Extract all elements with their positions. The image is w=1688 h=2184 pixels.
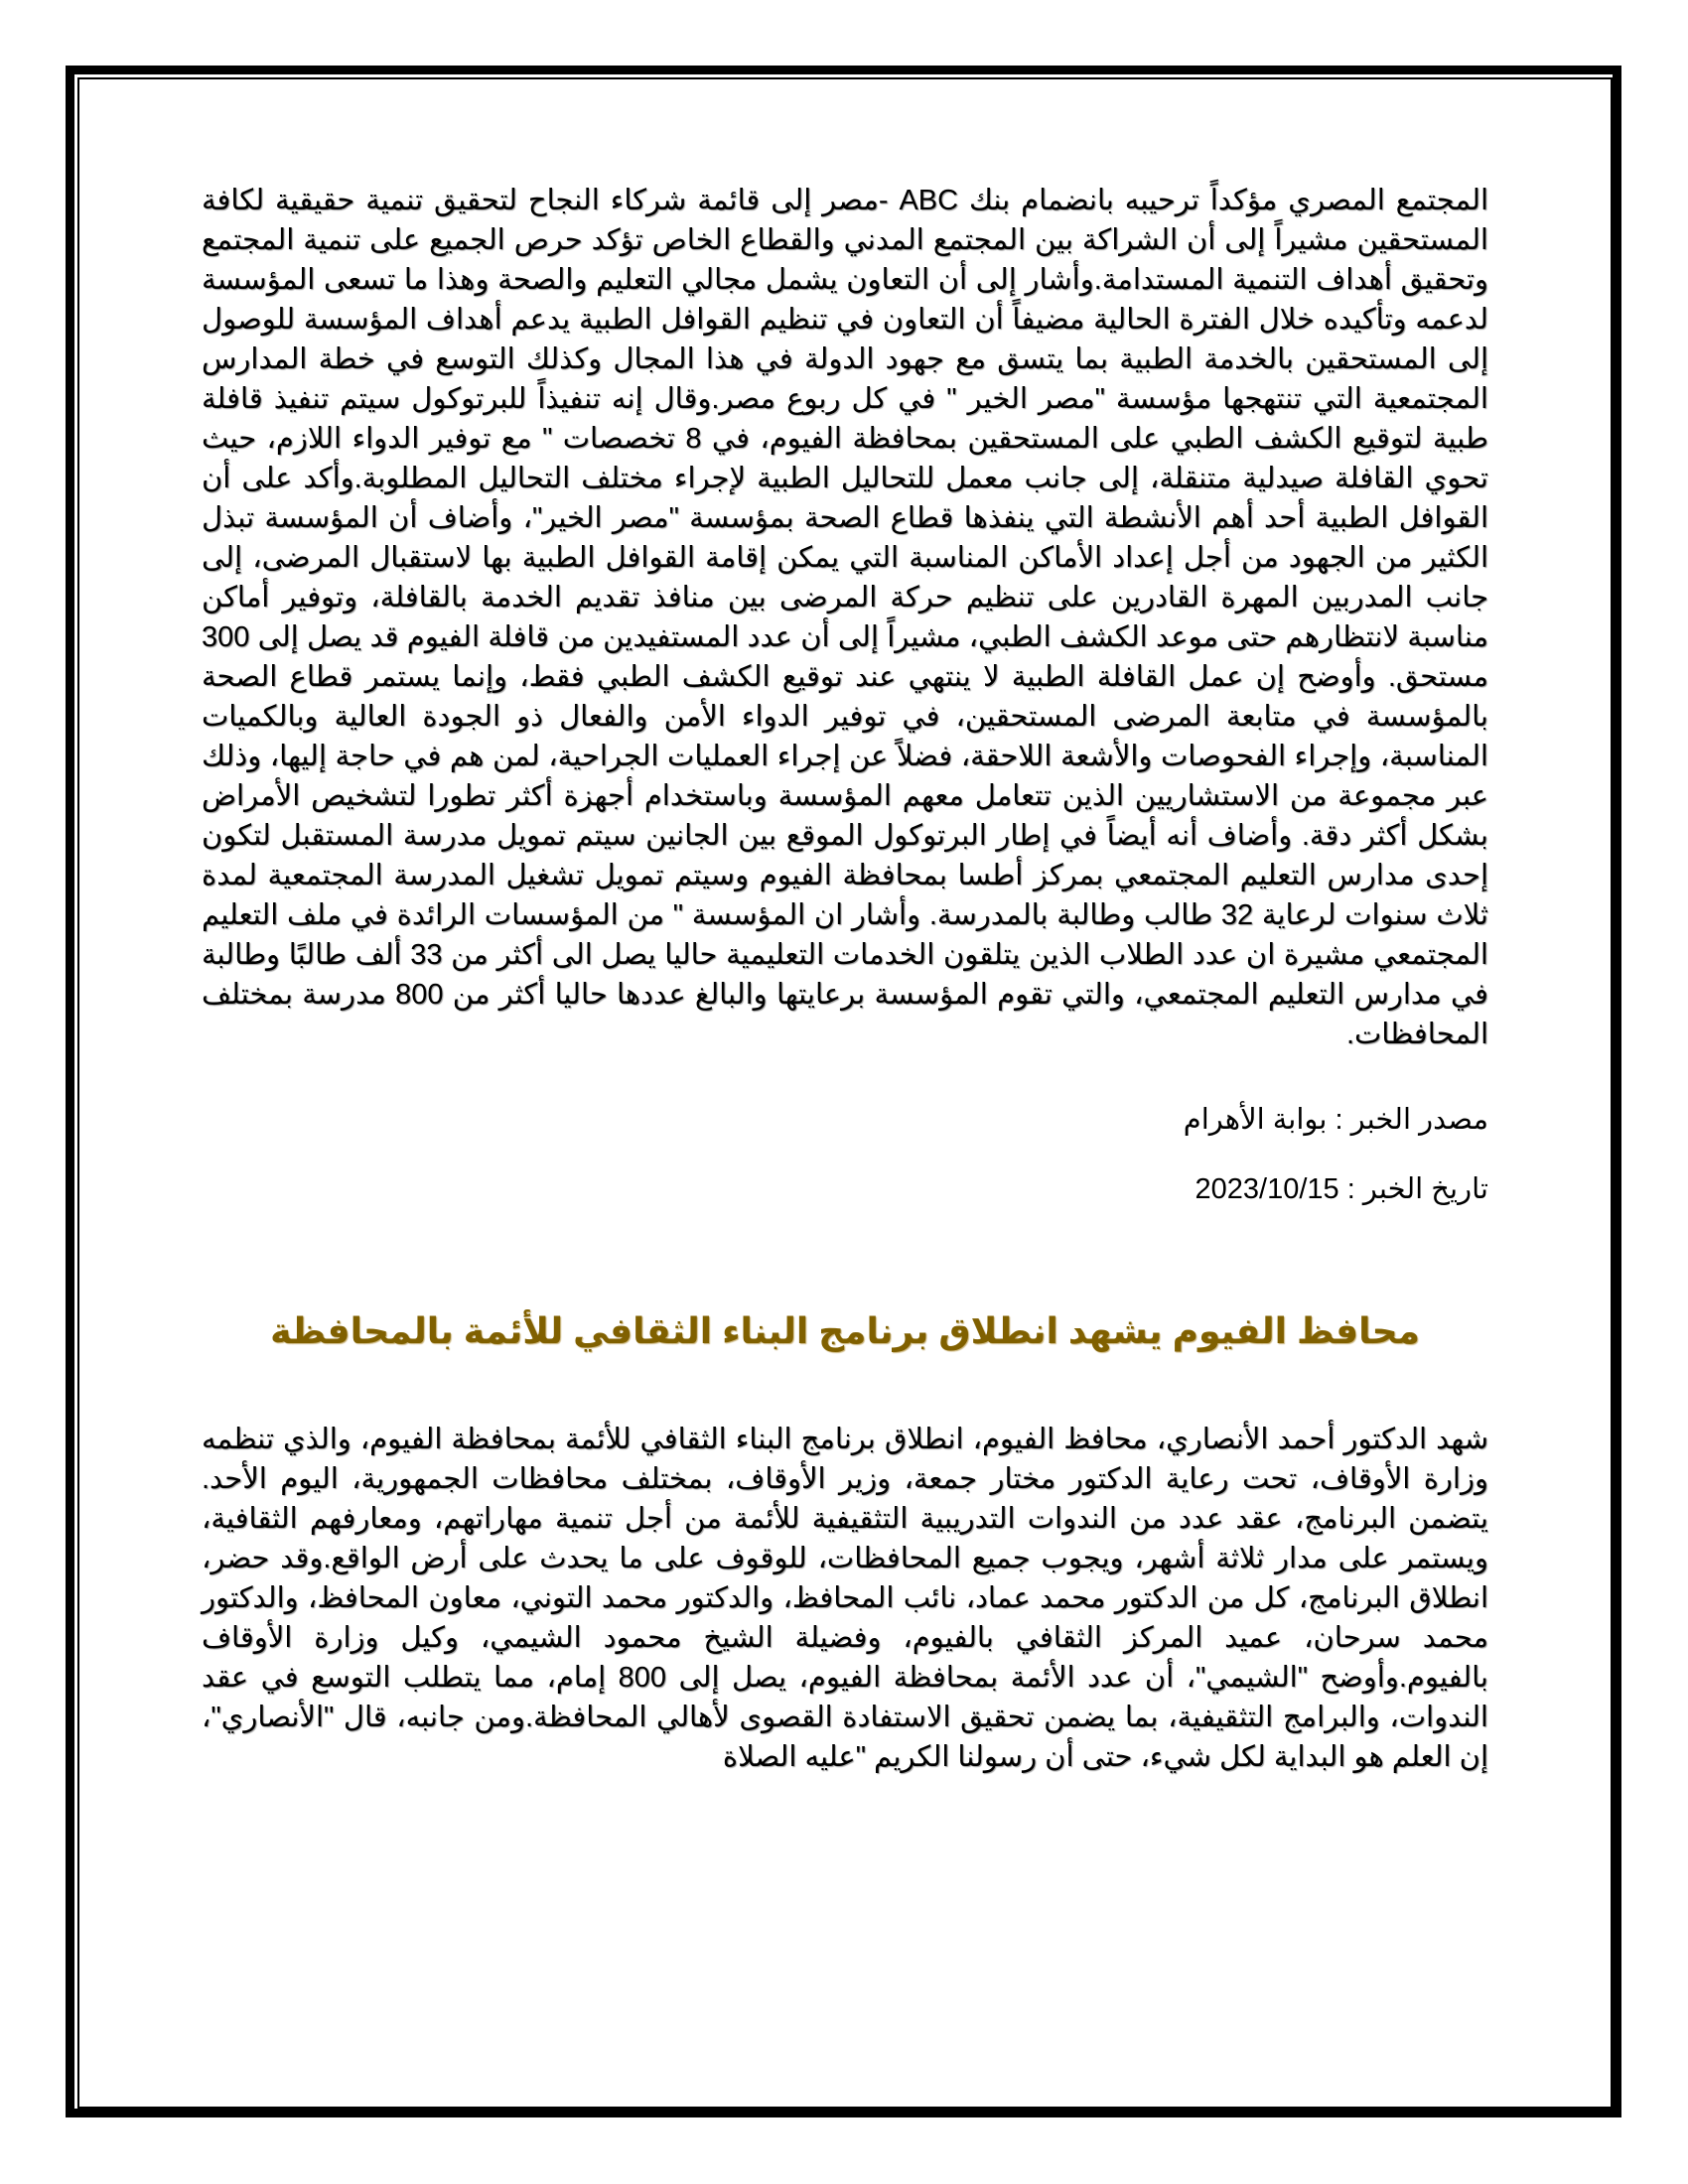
article-imams-cultural-program bbox=[202, 1308, 1488, 1777]
article-body-paragraph: شهد الدكتور أحمد الأنصاري، محافظ الفيوم، انطلاق برنامج البناء الثقافي للأئمة بمحافظة الفيوم، والذي تنظمه وزارة الأوقاف، تحت رعاية الدكتور مختار جمعة، وزير الأوقاف، بمختلف محافظات الجمهورية، اليوم الأحد. يتضمن البرنامج، عقد عدد من الندوات التدريبية التثقيفية للأئمة من أجل تنمية مهاراتهم، ومعارفهم الثقافية، ويستمر على مدار ثلاثة أشهر، ويجوب جميع المحافظات، للوقوف على ما يحدث على أرض الواقع.وقد حضر، انطلاق البرنامج، كل من الدكتور محمد عماد، نائب المحافظ، والدكتور محمد التوني، معاون المحافظ، والدكتور محمد سرحان، عميد المركز الثقافي بالفيوم، وفضيلة الشيخ محمود الشيمي، وكيل وزارة الأوقاف بالفيوم.وأوضح "الشيمي"، أن عدد الأئمة بمحافظة الفيوم، يصل إلى 800 إمام، مما يتطلب التوسع في عقد الندوات، والبرامج التثقيفية، بما يضمن تحقيق الاستفادة القصوى لأهالي المحافظة.ومن جانبه، قال "الأنصاري"، إن العلم هو البداية لكل شيء، حتى أن رسولنا الكريم "عليه الصلاة bbox=[202, 1424, 1489, 1773]
article-body-paragraph: المجتمع المصري مؤكداً ترحيبه بانضمام بنك ABC -مصر إلى قائمة شركاء النجاح لتحقيق تنمية حقيقية لكافة المستحقين مشيراً إلى أن الشراكة بين المجتمع المدني والقطاع الخاص تؤكد حرص الجميع على تنمية المجتمع وتحقيق أهداف التنمية المستدامة.وأشار إلى أن التعاون يشمل مجالي التعليم والصحة وهذا ما تسعى المؤسسة لدعمه وتأكيده خلال الفترة الحالية مضيفاً أن التعاون في تنظيم القوافل الطبية يدعم أهداف المؤسسة للوصول إلى المستحقين بالخدمة الطبية بما يتسق مع جهود الدولة في هذا المجال وكذلك التوسع في خطة المدارس المجتمعية التي تنتهجها مؤسسة "مصر الخير " في كل ربوع مصر.وقال إنه تنفيذاً للبرتوكول سيتم تنفيذ قافلة طبية لتوقيع الكشف الطبي على المستحقين بمحافظة الفيوم، في 8 تخصصات " مع توفير الدواء اللازم، حيث تحوي القافلة صيدلية متنقلة، إلى جانب معمل للتحاليل الطبية لإجراء مختلف التحاليل المطلوبة.وأكد على أن القوافل الطبية أحد أهم الأنشطة التي ينفذها قطاع الصحة بمؤسسة "مصر الخير"، وأضاف أن المؤسسة تبذل الكثير من الجهود من أجل إعداد الأماكن المناسبة التي يمكن إقامة القوافل الطبية بها لاستقبال المرضى، إلى جانب المدربين المهرة القادرين على تنظيم حركة المرضى بين منافذ تقديم الخدمة بالقافلة، وتوفير أماكن مناسبة لانتظارهم حتى موعد الكشف الطبي، مشيراً إلى أن عدد المستفيدين من قافلة الفيوم قد يصل إلى 300 مستحق. وأوضح إن عمل القافلة الطبية لا ينتهي عند توقيع الكشف الطبي فقط، وإنما يستمر قطاع الصحة بالمؤسسة في متابعة المرضى المستحقين، في توفير الدواء الأمن والفعال ذو الجودة العالية وبالكميات المناسبة، وإجراء الفحوصات والأشعة اللاحقة، فضلاً عن إجراء العمليات الجراحية، لمن هم في حاجة إليها، وذلك عبر مجموعة من الاستشاريين الذين تتعامل معهم المؤسسة وباستخدام أجهزة أكثر تطورا لتشخيص الأمراض بشكل أكثر دقة. وأضاف أنه أيضاً في إطار البرتوكول الموقع بين الجانين سيتم تمويل مدرسة المستقبل لتكون إحدى مدارس التعليم المجتمعي بمركز أطسا بمحافظة الفيوم وسيتم تمويل تشغيل المدرسة المجتمعية لمدة ثلاث سنوات لرعاية 32 طالب وطالبة بالمدرسة. وأشار ان المؤسسة " من المؤسسات الرائدة في ملف التعليم المجتمعي مشيرة ان عدد الطلاب الذين يتلقون الخدمات التعليمية حاليا يصل الى أكثر من 33 ألف طالبًا وطالبة في مدارس التعليم المجتمعي، والتي تقوم المؤسسة برعايتها والبالغ عددها حاليا أكثر من 800 مدرسة بمختلف المحافظات. bbox=[202, 185, 1488, 1050]
news-source-line: مصدر الخبر : بوابة الأهرام bbox=[1183, 1104, 1488, 1136]
news-date-value: 2023/10/15 bbox=[1195, 1173, 1339, 1205]
document-content bbox=[202, 181, 1488, 1777]
article-headline: محافظ الفيوم يشهد انطلاق برنامج البناء الثقافي للأئمة بالمحافظة bbox=[270, 1310, 1420, 1351]
news-date-label: تاريخ الخبر : bbox=[1346, 1173, 1488, 1205]
news-date-line bbox=[202, 1169, 1488, 1209]
article-mustafa-elkheir-protocol bbox=[202, 181, 1488, 1209]
